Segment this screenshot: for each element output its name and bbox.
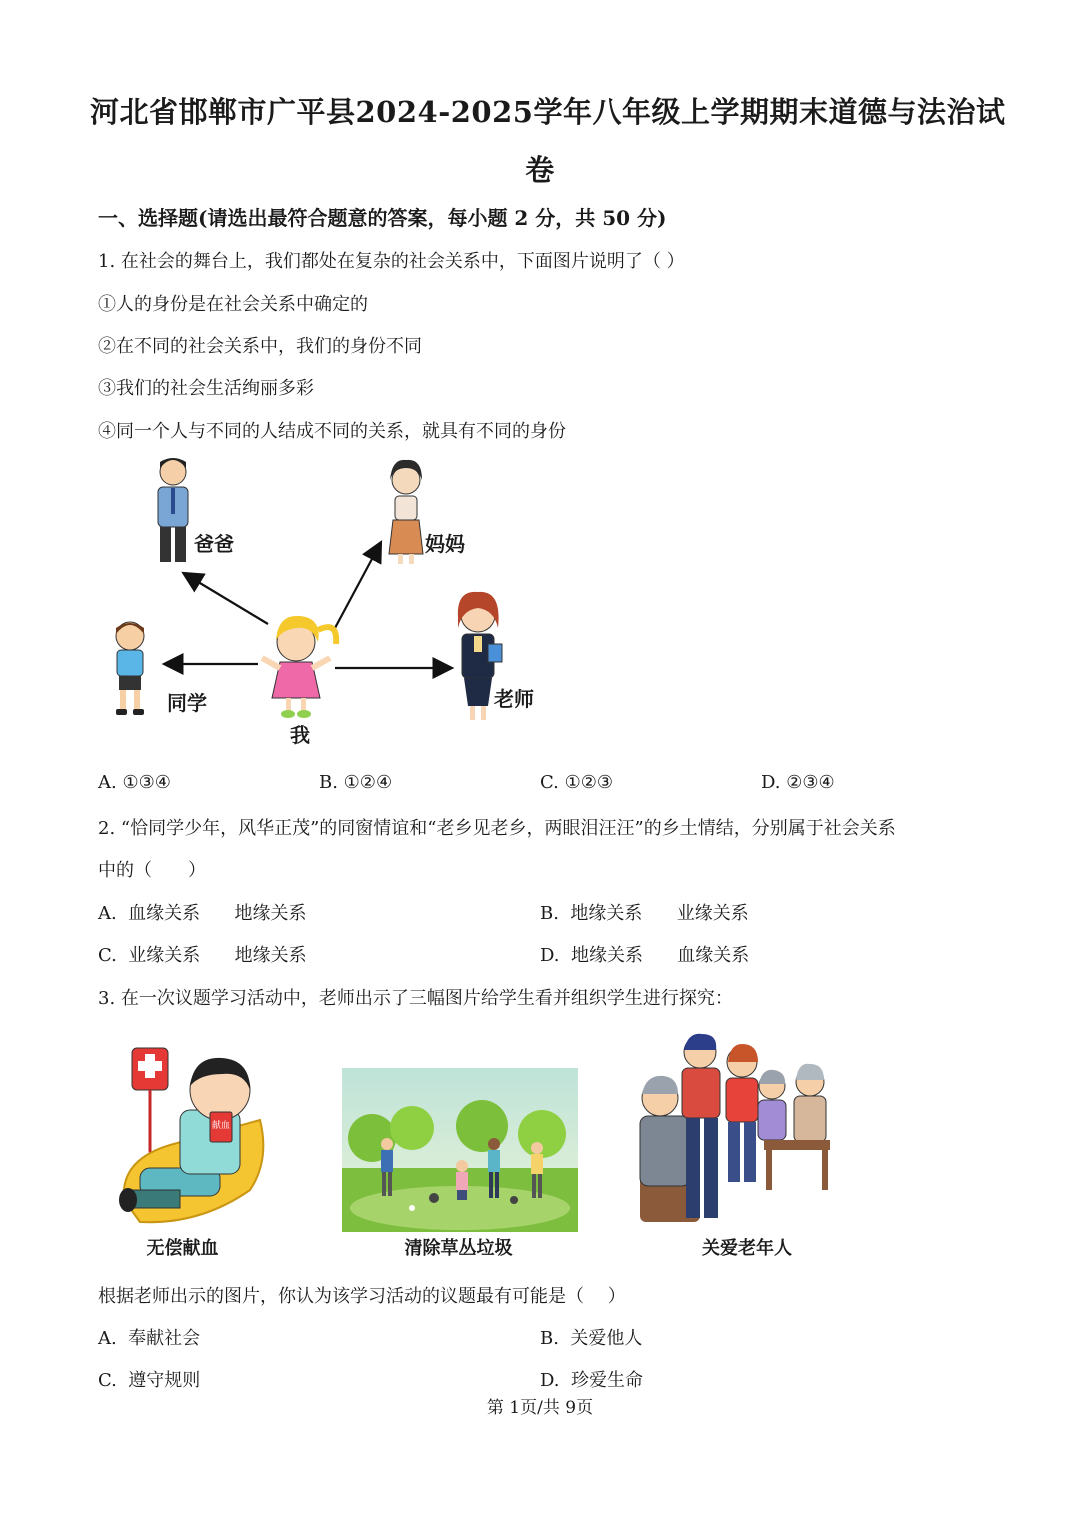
q1-item-2: ②在不同的社会关系中，我们的身份不同 (98, 336, 422, 357)
q1-option-b[interactable]: B. ①②④ (319, 772, 393, 793)
q3-option-c[interactable]: C. 遵守规则 (98, 1370, 201, 1391)
label-me: 我 (290, 723, 310, 747)
me-figure (262, 616, 336, 718)
label-dad: 爸爸 (194, 532, 234, 556)
q1-stem: 1. 在社会的舞台上，我们都处在复杂的社会关系中，下面图片说明了（ ） (98, 251, 685, 272)
caption-cleanup: 清除草丛垃圾 (404, 1238, 513, 1259)
q2-stem-line1: 2. “恰同学少年，风华正茂”的同窗情谊和“老乡见老乡，两眼泪汪汪”的乡土情结，分别属于社会关系 (98, 818, 896, 839)
q3-stem: 3. 在一次议题学习活动中，老师出示了三幅图片给学生看并组织学生进行探究： (98, 988, 733, 1009)
q1-option-d[interactable]: D. ②③④ (761, 772, 835, 793)
q2-option-d[interactable]: D. 地缘关系 血缘关系 (540, 945, 750, 966)
relationship-diagram (90, 450, 560, 750)
elderly-care-image (630, 1032, 840, 1232)
mom-figure (389, 460, 423, 564)
section-heading: 一、选择题(请选出最符合题意的答案，每小题 2 分，共 50 分) (98, 206, 667, 230)
q3-option-a[interactable]: A. 奉献社会 (98, 1328, 201, 1349)
caption-blood-donation: 无偿献血 (146, 1238, 219, 1259)
q2-option-a[interactable]: A. 血缘关系 地缘关系 (98, 903, 307, 924)
arrow-to-dad (185, 574, 268, 624)
q1-option-a[interactable]: A. ①③④ (98, 772, 171, 793)
label-teacher: 老师 (494, 687, 534, 711)
person-2 (456, 1160, 468, 1200)
q3-question: 根据老师出示的图片，你认为该学习活动的议题最有可能是（ ） (98, 1286, 626, 1307)
q1-item-3: ③我们的社会生活绚丽多彩 (98, 378, 314, 399)
label-classmate: 同学 (167, 691, 207, 715)
label-mom: 妈妈 (425, 532, 465, 556)
blood-donation-image (110, 1040, 270, 1230)
page-title-line2: 卷 (525, 153, 555, 187)
q2-stem-line2: 中的（ ） (98, 860, 206, 881)
q2-option-b[interactable]: B. 地缘关系 业缘关系 (540, 903, 749, 924)
page-footer: 第 1页/共 9页 (486, 1398, 594, 1418)
q3-option-b[interactable]: B. 关爱他人 (540, 1328, 643, 1349)
caption-elderly-care: 关爱老年人 (702, 1238, 792, 1259)
q3-option-d[interactable]: D. 珍爱生命 (540, 1370, 643, 1391)
classmate-figure (116, 622, 144, 715)
arrow-to-mom (335, 544, 380, 628)
q1-option-c[interactable]: C. ①②③ (540, 772, 613, 793)
q2-option-c[interactable]: C. 业缘关系 地缘关系 (98, 945, 307, 966)
blood-card-text: 献血 (211, 1121, 231, 1131)
cleanup-image (342, 1068, 578, 1232)
dad-figure (158, 458, 188, 562)
page-title-line1: 河北省邯郸市广平县2024-2025学年八年级上学期期末道德与法治试 (90, 95, 1006, 129)
q1-item-1: ①人的身份是在社会关系中确定的 (98, 294, 368, 315)
q1-item-4: ④同一个人与不同的人结成不同的关系，就具有不同的身份 (98, 421, 566, 442)
